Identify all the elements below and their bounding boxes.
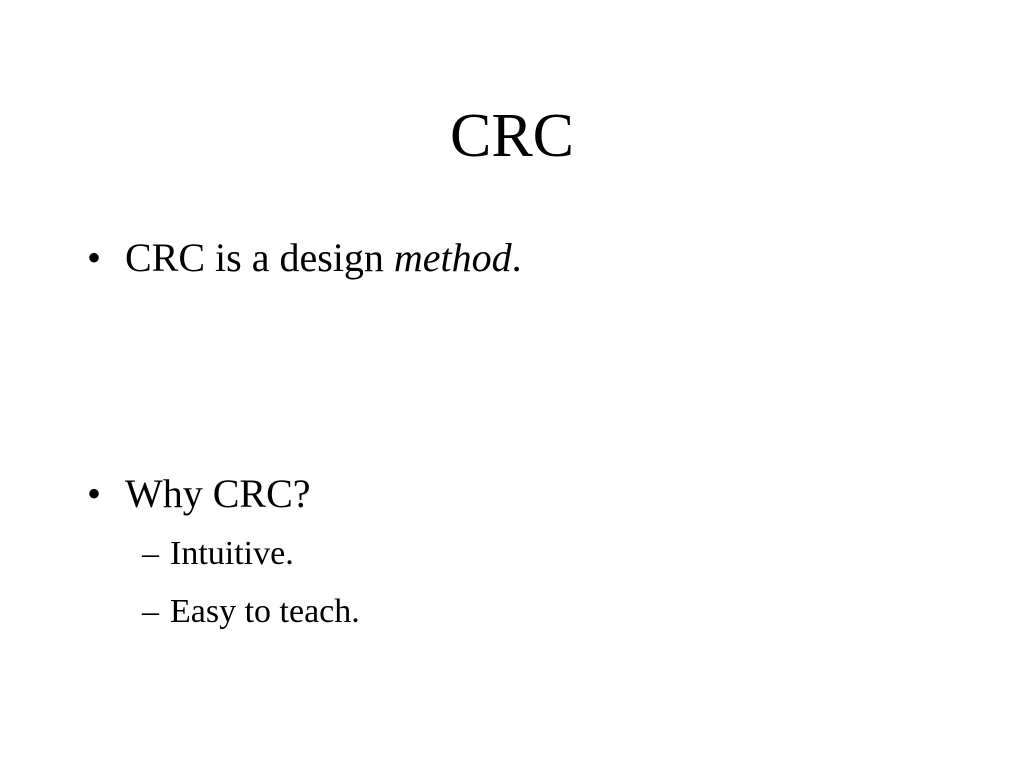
sub-bullet-text: Easy to teach. [170,593,360,630]
bullet-marker: • [87,471,102,516]
bullet-item-crc-design [87,234,522,282]
sub-item-easy-to-teach [142,592,360,632]
sub-bullet-marker: – [142,593,159,630]
bullet-emphasis: method [393,235,512,280]
sub-item-intuitive [142,534,294,574]
bullet-trailing: . [511,235,522,280]
slide-title: CRC [449,102,575,170]
bullet-item-why-crc [87,470,311,518]
sub-bullet-marker: – [142,535,159,572]
bullet-marker: • [87,235,102,280]
bullet-text: Why CRC? [125,471,311,516]
sub-bullet-text: Intuitive. [170,535,294,572]
bullet-text: CRC is a design [125,235,394,280]
